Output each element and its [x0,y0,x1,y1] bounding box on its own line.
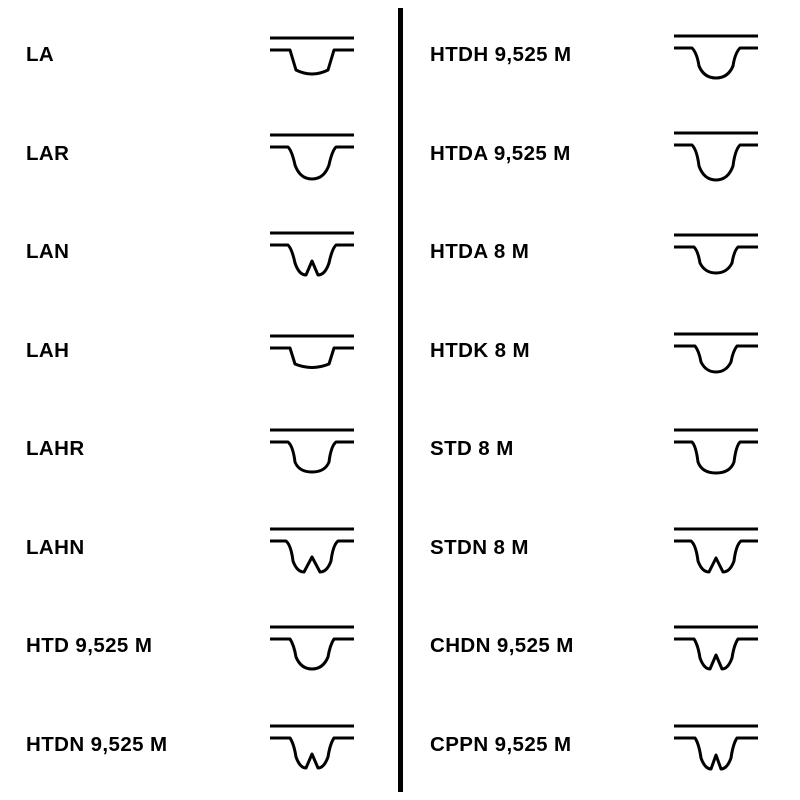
profile-label: HTDA 9,525 M [430,141,571,165]
profile-row [400,400,800,499]
tooth-profile-round-curved-small-icon [670,320,762,382]
tooth-profile-round-u-wide-icon [670,418,762,480]
tooth-profile-round-curved-icon [266,615,358,677]
tooth-profile-round-notched-icon [266,221,358,283]
profile-label: STDN 8 M [430,535,529,559]
tooth-profile-round-notched-u-icon [670,517,762,579]
profile-label: LAHR [26,437,85,461]
profile-label: HTDK 8 M [430,338,531,362]
profile-label: CPPN 9,525 M [430,732,572,756]
profile-row [0,302,400,401]
profile-row [400,203,800,302]
profile-row [400,302,800,401]
profile-label: LAHN [26,535,85,559]
profile-row [400,105,800,204]
profile-label: LAR [26,141,70,165]
tooth-profile-round-notched-narrow-icon [266,714,358,776]
profile-label: HTDH 9,525 M [430,43,572,67]
profile-label: HTDN 9,525 M [26,732,168,756]
profile-row [400,597,800,696]
tooth-profile-round-notched-deep-icon [670,615,762,677]
profile-label: LA [26,43,55,67]
profile-row [0,203,400,302]
tooth-profile-round-curved-shallow-icon [670,221,762,283]
profile-label: HTD 9,525 M [26,634,153,658]
tooth-profile-round-curved-tall-icon [670,123,762,185]
profile-row [400,499,800,598]
profile-label: CHDN 9,525 M [430,634,574,658]
profile-row [0,6,400,105]
tooth-profile-round-notched-sharp-icon [670,714,762,776]
tooth-profile-trapezoid-wide-flat-icon [266,24,358,86]
tooth-profile-round-deep-icon [266,123,358,185]
profile-row [0,105,400,204]
profile-label: LAH [26,338,70,362]
profile-label: STD 8 M [430,437,514,461]
tooth-profile-round-curved-wide-icon [670,24,762,86]
tooth-profile-round-notched-wide-icon [266,517,358,579]
tooth-profile-trapezoid-flat-shallow-icon [266,320,358,382]
profile-row [0,499,400,598]
profile-row [0,696,400,795]
tooth-profile-round-u-icon [266,418,358,480]
profile-row [0,400,400,499]
right-column [400,0,800,800]
profile-label: LAN [26,240,70,264]
profile-label: HTDA 8 M [430,240,530,264]
profile-row [400,6,800,105]
profile-row [0,597,400,696]
column-divider [398,8,403,792]
profile-row [400,696,800,795]
